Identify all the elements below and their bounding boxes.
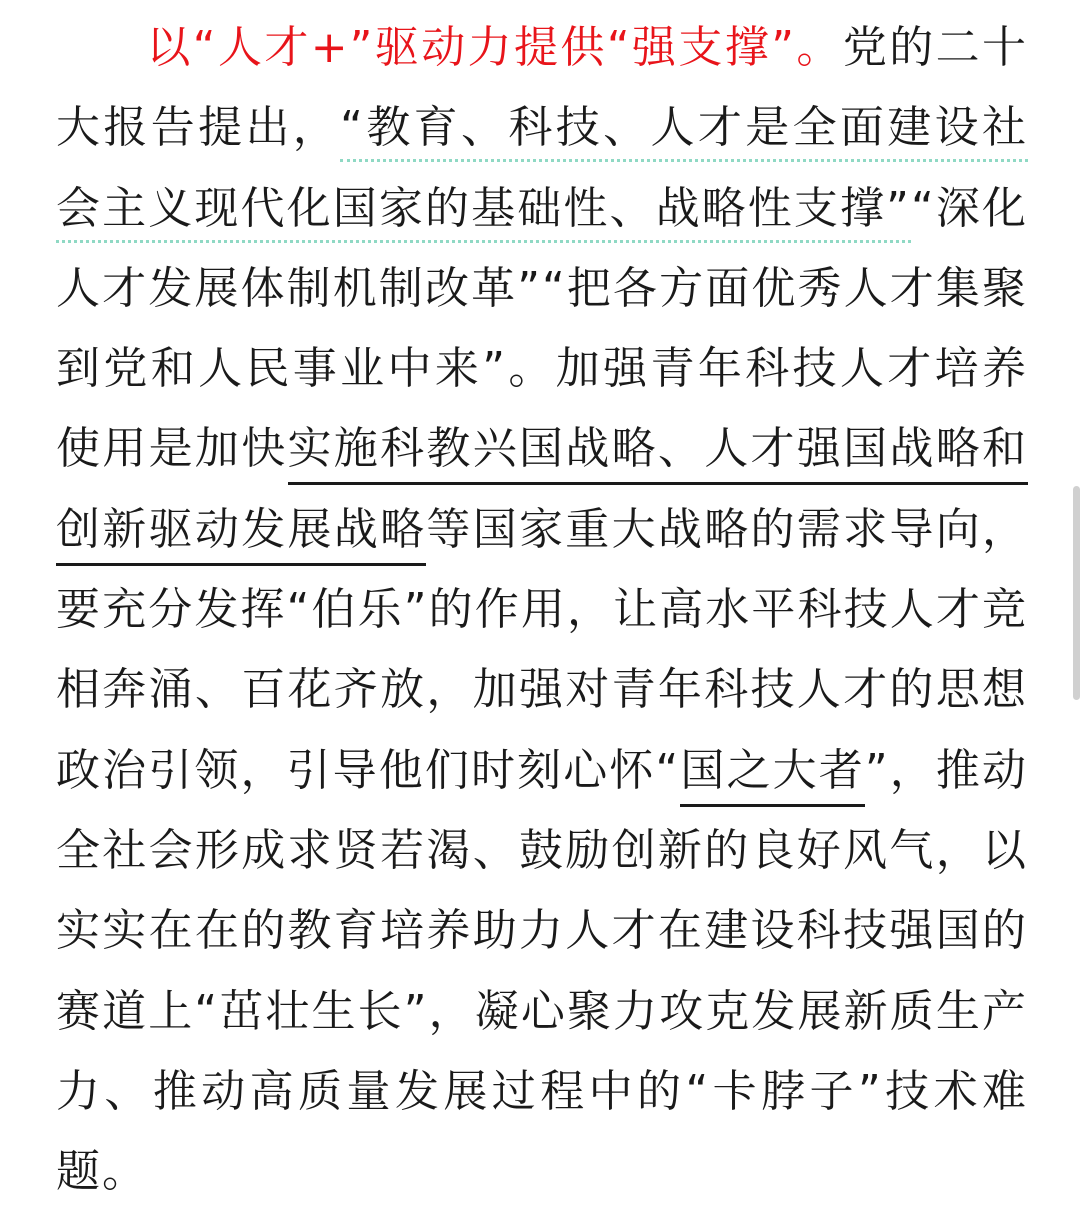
text-segment-3: 等国家重大战略的需求导向，要充分发挥“伯乐”的作用，让高水平科技人才竞相奔涌、百花齐放，加强对青年科技人才的思想政治引领，引导他们时刻心怀“ [56, 503, 1029, 796]
text-segment-1: 党的二十大报告提出， [56, 22, 1029, 154]
article-paragraph [56, 8, 1028, 1212]
underlined-strategies: 实施科教兴国战略、人才强国战略和创新驱动发展战略 [56, 423, 1028, 565]
lead-heading: 以“人才+”驱动力提供“强支撑”。 [146, 22, 843, 73]
underlined-guozhidazhe: 国之大者 [680, 745, 865, 807]
quote-education-science-talent: “教育、科技、人才是全面建设社会主义现代化国家的基础性、战略性支撑” [56, 102, 1028, 242]
text-segment-4: ”，推动全社会形成求贤若渴、鼓励创新的良好风气，以实实在在的教育培养助力人才在建设科技强国的赛道上“茁壮生长”，凝心聚力攻克发展新质生产力、推动高质量发展过程中的“卡脖子”技术难题。 [56, 744, 1029, 1198]
text-segment-2: “深化人才发展体制机制改革”“把各方面优秀人才集聚到党和人民事业中来”。加强青年科技人才培养使用是加快 [56, 182, 1029, 475]
scrollbar-thumb[interactable] [1073, 486, 1080, 700]
